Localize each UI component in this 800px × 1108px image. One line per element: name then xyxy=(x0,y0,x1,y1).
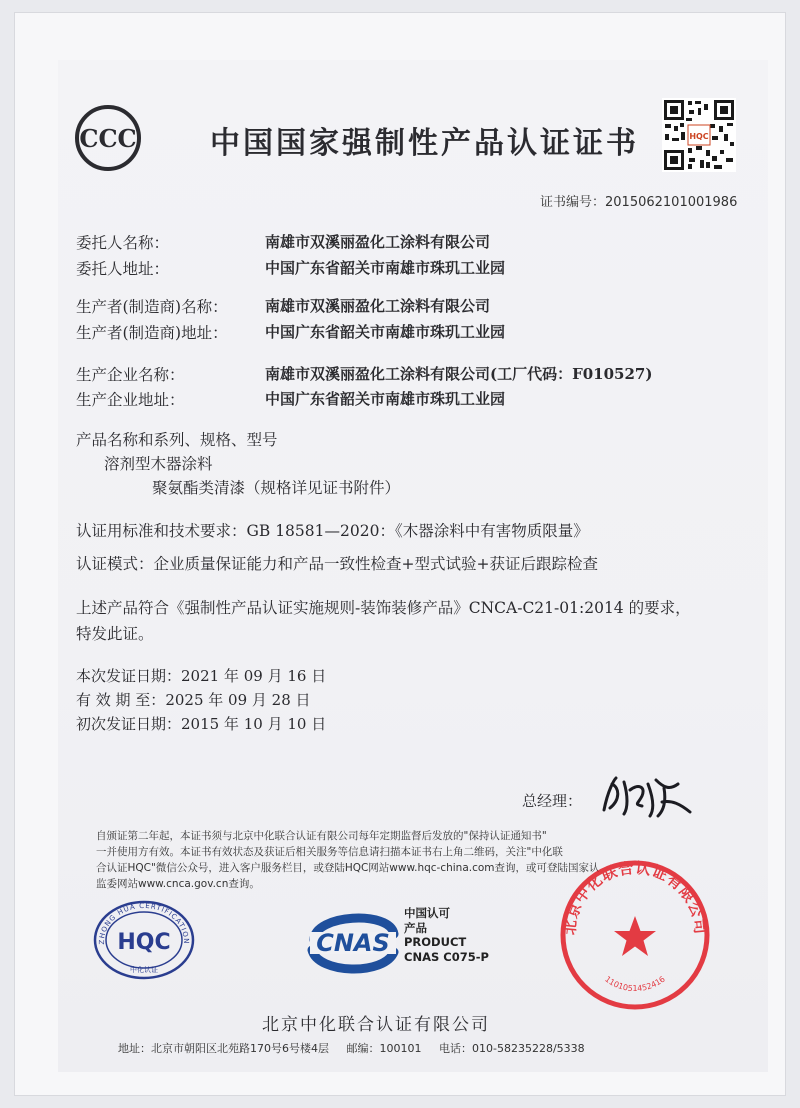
manufacturer-name-value: 南雄市双溪丽盈化工涂料有限公司 xyxy=(265,297,491,315)
conformity-statement-2: 特发此证。 xyxy=(76,625,154,643)
first-issue-date-label: 初次发证日期： xyxy=(76,715,182,733)
conformity-statement-1: 上述产品符合《强制性产品认证实施规则-装饰装修产品》CNCA-C21-01:2014 的要求， xyxy=(76,599,691,617)
hqc-logo-icon xyxy=(92,898,196,980)
footer-phone: 电话：010-58235228/5338 xyxy=(439,1042,585,1055)
ccc-logo-text: CCC xyxy=(79,124,137,153)
hqc-ring-text: ZHONG HUA CERTIFICATION xyxy=(97,901,191,945)
certificate-number xyxy=(540,191,737,210)
factory-name-label: 生产企业名称： xyxy=(76,366,185,384)
cnas-line-3: PRODUCT xyxy=(404,935,467,949)
certificate-title: 中国国家强制性产品认证证书 xyxy=(210,126,639,161)
general-manager-label: 总经理： xyxy=(522,792,583,810)
signature-image xyxy=(598,770,698,820)
notice-line-2: 一并使用方有效。本证书有效状态及获证后相关服务等信息请扫描本证书右上角二维码，关注"中化联 xyxy=(96,846,563,858)
client-address-value: 中国广东省韶关市南雄市珠玑工业园 xyxy=(265,259,506,277)
issuing-organization: 北京中化联合认证有限公司 xyxy=(262,1015,490,1035)
cnas-accreditation-text xyxy=(404,906,489,964)
manufacturer-name-label: 生产者(制造商)名称： xyxy=(76,298,228,316)
issue-date-label: 本次发证日期： xyxy=(76,667,182,685)
client-name-label: 委托人名称： xyxy=(76,234,170,252)
client-name-value: 南雄市双溪丽盈化工涂料有限公司 xyxy=(265,233,491,251)
expiry-date-label: 有 效 期 至： xyxy=(76,691,166,709)
factory-address-value: 中国广东省韶关市南雄市珠玑工业园 xyxy=(265,390,506,408)
cnas-line-2: 产品 xyxy=(404,920,427,935)
factory-name-value: 南雄市双溪丽盈化工涂料有限公司(工厂代码：F010527) xyxy=(265,365,653,383)
qr-code[interactable] xyxy=(662,98,736,172)
manufacturer-address-label: 生产者(制造商)地址： xyxy=(76,324,228,342)
factory-address-label: 生产企业地址： xyxy=(76,391,185,409)
svg-text:1101051452416 xyxy=(603,975,667,994)
issue-date-row xyxy=(76,665,326,686)
seal-number: 1101051452416 xyxy=(603,974,667,994)
cnas-line-4: CNAS C075-P xyxy=(404,949,489,964)
product-line-1: 溶剂型木器涂料 xyxy=(104,455,213,473)
notice-line-4: 监委网站www.cnca.gov.cn查询。 xyxy=(96,878,260,890)
expiry-date-value: 2025 年 09 月 28 日 xyxy=(165,691,311,709)
certificate-number-label: 证书编号： xyxy=(540,195,606,210)
manufacturer-address-value: 中国广东省韶关市南雄市珠玑工业园 xyxy=(265,323,506,341)
cnas-logo-text: CNAS xyxy=(316,929,390,957)
expiry-date-row xyxy=(76,689,311,710)
product-line-2: 聚氨酯类清漆（规格详见证书附件） xyxy=(152,479,401,497)
cnas-line-1: 中国认可 xyxy=(404,906,450,920)
product-label: 产品名称和系列、规格、型号 xyxy=(76,431,278,449)
first-issue-date-row xyxy=(76,713,326,734)
hqc-center-text: HQC xyxy=(117,930,171,955)
notice-line-3: 合认证HQC"微信公众号，进入客户服务栏目，或登陆HQC网站www.hqc-china.com查询，或可登陆国家认 xyxy=(96,862,600,874)
ccc-logo-icon xyxy=(74,104,142,172)
seal-ring-text: 北京中化联合认证有限公司 xyxy=(560,858,710,936)
certification-standard: 认证用标准和技术要求：GB 18581—2020：《木器涂料中有害物质限量》 xyxy=(76,522,589,540)
footer-postcode: 邮编：100101 xyxy=(346,1042,422,1055)
client-address-label: 委托人地址： xyxy=(76,260,170,278)
certificate-number-value: 2015062101001986 xyxy=(605,195,738,210)
certification-mode: 认证模式：企业质量保证能力和产品一致性检查+型式试验+获证后跟踪检查 xyxy=(76,555,598,573)
first-issue-date-value: 2015 年 10 月 10 日 xyxy=(181,715,327,733)
qr-hqc-mark: HQC xyxy=(689,132,709,141)
issue-date-value: 2021 年 09 月 16 日 xyxy=(181,667,327,685)
footer-address: 地址：北京市朝阳区北苑路170号6号楼4层 xyxy=(118,1042,329,1055)
notice-line-1: 自颁证第二年起，本证书须与北京中化联合认证有限公司每年定期监督后发放的"保持认证通知书" xyxy=(96,830,547,842)
hqc-bottom-text: 中化认证 xyxy=(130,966,158,974)
contact-footer xyxy=(118,1040,599,1056)
cnas-logo-icon xyxy=(304,904,400,978)
official-seal-icon xyxy=(556,856,714,1014)
